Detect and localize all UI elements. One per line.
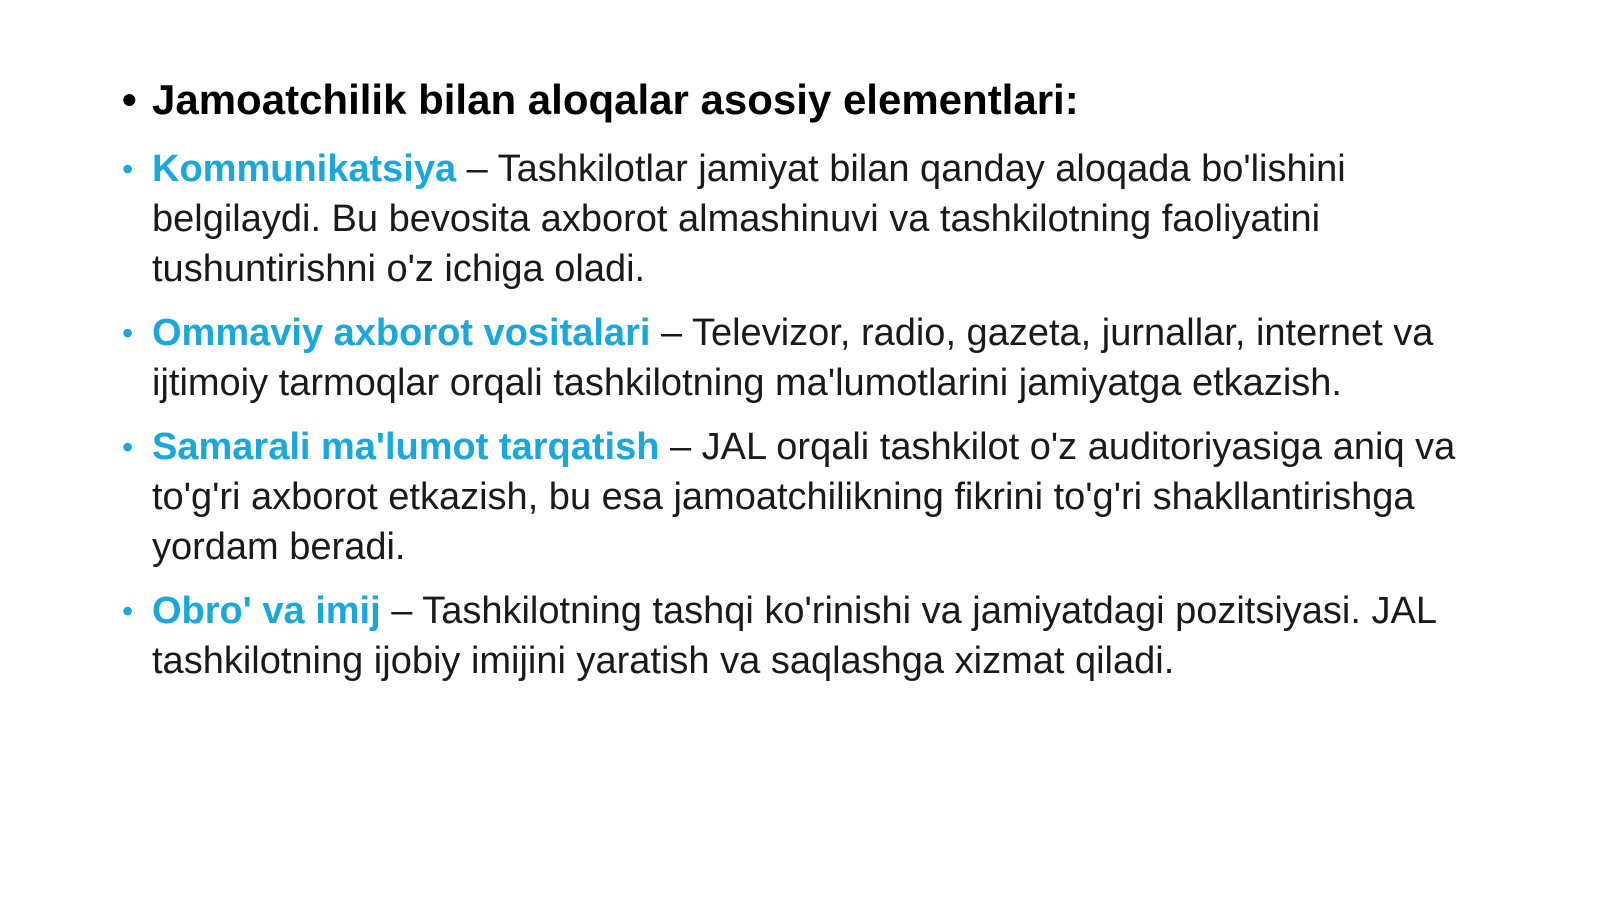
- item-description: – JAL orqali tashkilot o'z auditoriyasiga aniq va to'g'ri axborot etkazish, bu esa jamoatchilikning fikrini to'g'ri shakllantirishga yordam beradi.: [152, 426, 1456, 568]
- item-term: Ommaviy axborot vositalari: [152, 312, 651, 354]
- bullet-icon: •: [122, 593, 134, 629]
- item-description: – Tashkilotlar jamiyat bilan qanday aloqada bo'lishini belgilaydi. Bu bevosita axborot almashinuvi va tashkilotning faoliyatini tushuntirishni o'z ichiga oladi.: [152, 148, 1346, 290]
- slide-heading: [118, 70, 1498, 130]
- item-term: Obro' va imij: [152, 590, 381, 632]
- item-description: – Televizor, radio, gazeta, jurnallar, internet va ijtimoiy tarmoqlar orqali tashkilotning ma'lumotlarini jamiyatga etkazish.: [152, 312, 1434, 404]
- list-item-samarali-malumot-tarqatish: [118, 422, 1498, 572]
- bullet-icon: •: [122, 151, 134, 187]
- heading-text: Jamoatchilik bilan aloqalar asosiy elementlari:: [152, 76, 1079, 123]
- list-item-kommunikatsiya: [118, 144, 1498, 294]
- bullet-icon: •: [122, 76, 137, 123]
- item-term: Samarali ma'lumot tarqatish: [152, 426, 660, 468]
- item-term: Kommunikatsiya: [152, 148, 457, 190]
- list-item-ommaviy-axborot-vositalari: [118, 308, 1498, 408]
- bullet-icon: •: [122, 315, 134, 351]
- list-item-obro-va-imij: [118, 586, 1498, 686]
- slide-content: [118, 70, 1498, 686]
- item-description: – Tashkilotning tashqi ko'rinishi va jamiyatdagi pozitsiyasi. JAL tashkilotning ijobiy imijini yaratish va saqlashga xizmat qiladi.: [152, 590, 1436, 682]
- bullet-icon: •: [122, 429, 134, 465]
